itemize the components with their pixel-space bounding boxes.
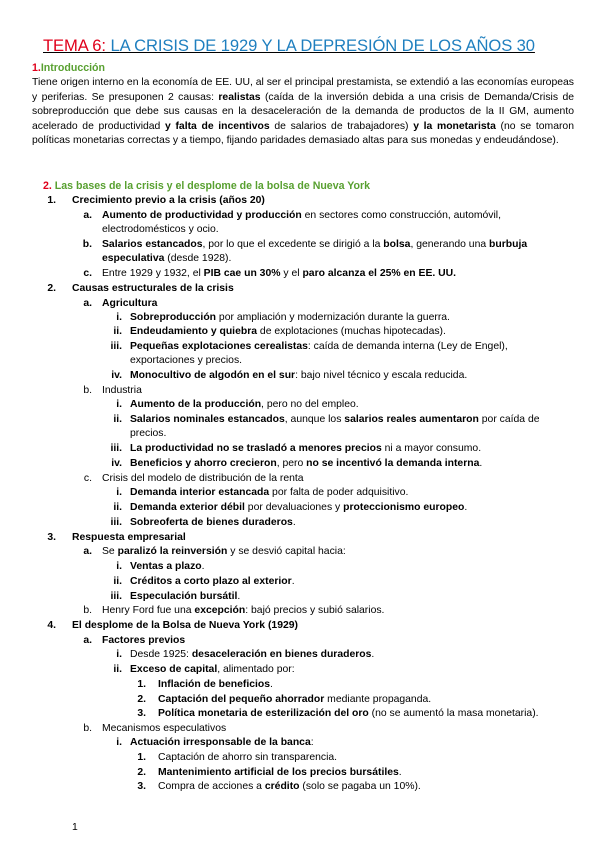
list-item-text: . (270, 679, 273, 690)
list-item-text: y se desvió capital hacia: (227, 546, 346, 557)
list-item (130, 575, 295, 589)
list-item (130, 648, 374, 662)
list-marker: i. (116, 487, 122, 498)
list-item (102, 238, 527, 252)
list-item-text: (no se aumentó la masa monetaria). (368, 708, 539, 719)
list-item-text: precios. (130, 428, 167, 439)
intro-text-1: Tiene origen interno en la economía de EE. UU, al ser el principal prestamista, se extendió a las economías europeas y periferias. Se presuponen 2 causas: (32, 77, 574, 103)
list-item-bold-text: Mantenimiento artificial de los precios bursátiles (158, 767, 399, 778)
list-marker: i. (116, 737, 122, 748)
list-item-bold-text: Pequeñas explotaciones cerealistas (130, 341, 308, 352)
list-item (130, 340, 508, 354)
list-item-bold-text: Crecimiento previo a la crisis (años 20) (72, 195, 265, 206)
list-marker: iv. (111, 458, 122, 469)
list-item (102, 634, 185, 648)
list-item-text: electrodomésticos y ocio. (102, 224, 219, 235)
list-marker: i. (116, 312, 122, 323)
list-marker: i. (116, 399, 122, 410)
list-item-bold-text: Inflación de beneficios (158, 679, 271, 690)
list-marker: 3. (137, 781, 146, 792)
list-marker: 1. (137, 679, 146, 690)
list-item-text: Captación de ahorro sin transparencia. (158, 752, 338, 763)
list-item-bold-text: excepción (194, 605, 246, 616)
list-marker: 2. (137, 694, 146, 705)
list-item-bold-text: PIB cae un 30% (203, 268, 281, 279)
list-item-text: Henry Ford fue una (102, 605, 195, 616)
list-item-bold-text: Agricultura (102, 298, 158, 309)
intro-number: 1. (32, 62, 41, 74)
list-marker: a. (83, 635, 92, 646)
list-item (130, 736, 314, 750)
intro-text-2: (caída de la inversión debida a una crisis de Demanda/Crisis de sobreproducción que debe sus causas en la desaceleración de la demanda de productos de la II GM, aumento acelerado de productividad (32, 91, 574, 132)
intro-text-4: (no se tomaron políticas monetarias correctas y a tiempo, fijando paridades demasiado altas para sus monedas y endeudándose). (32, 120, 574, 147)
list-item-text: Crisis del modelo de distribución de la renta (102, 473, 304, 484)
list-item (102, 604, 384, 618)
list-item (130, 325, 446, 339)
list-item-text: (desde 1928). (164, 253, 232, 264)
list-item-text: . (292, 517, 296, 528)
list-item-text: , por lo que el excedente se dirigió a la (202, 239, 384, 250)
list-item-bold-text: Aumento de productividad y producción (102, 210, 302, 221)
list-item-text: : bajo nivel técnico y escala reducida. (295, 370, 468, 381)
list-item (130, 369, 467, 383)
list-item-text: exportaciones y precios. (130, 355, 243, 366)
list-item-text: . (371, 649, 375, 660)
list-marker: iii. (110, 517, 122, 528)
list-marker: iii. (110, 591, 122, 602)
list-item (72, 619, 298, 633)
list-item-bold-text: Especulación bursátil (130, 591, 238, 602)
list-item-bold-text: Actuación irresponsable de la banca (130, 737, 311, 748)
list-item (102, 267, 456, 281)
title-text: LA CRISIS DE 1929 Y LA DEPRESIÓN DE LOS AÑOS 30 (110, 36, 535, 55)
list-item-text: , alimentado por: (217, 664, 295, 675)
list-item-bold-text: Política monetaria de esterilización del oro (158, 708, 369, 719)
list-item (130, 413, 540, 427)
list-marker: 3. (47, 532, 56, 543)
list-item-text: por devaluaciones y (244, 502, 344, 513)
list-item-bold-text: especulativa (102, 253, 165, 264)
list-item-bold-text: crédito (264, 781, 300, 792)
intro-bold-3: y la monetarista (413, 120, 496, 132)
list-item-text: . (398, 767, 402, 778)
list-item (158, 780, 421, 794)
list-item (158, 707, 539, 721)
list-item (102, 209, 501, 223)
list-item-text: mediante propaganda. (324, 694, 432, 705)
list-item-bold-text: no se incentivó la demanda interna (306, 458, 480, 469)
list-item (130, 663, 295, 677)
list-item-bold-text: Causas estructurales de la crisis (72, 283, 234, 294)
list-item-text: por falta de poder adquisitivo. (269, 487, 409, 498)
list-marker: 1. (137, 752, 146, 763)
list-item-text: de explotaciones (muchas hipotecadas). (257, 326, 446, 337)
list-item (158, 751, 337, 765)
intro-heading (32, 62, 105, 74)
list-item (72, 194, 265, 208)
list-item-text: . (237, 591, 241, 602)
list-item-bold-text: Demanda interior estancada (130, 487, 270, 498)
list-item (102, 223, 219, 237)
list-marker: b. (83, 605, 92, 616)
list-item-bold-text: salarios reales aumentaron (344, 414, 479, 425)
list-item (130, 427, 166, 441)
list-item-text: (solo se pagaba un 10%). (299, 781, 421, 792)
list-item-bold-text: desaceleración en bienes duraderos (191, 649, 372, 660)
list-item-bold-text: Créditos a corto plazo al exterior (130, 576, 292, 587)
list-marker: iv. (111, 370, 122, 381)
list-item-bold-text: Aumento de la producción (130, 399, 262, 410)
list-item (158, 766, 402, 780)
list-item-text: Entre 1929 y 1932, el (102, 268, 204, 279)
list-marker: ii. (113, 502, 122, 513)
list-item (102, 545, 346, 559)
list-item-text: Mecanismos especulativos (102, 723, 227, 734)
list-marker: 2. (47, 283, 56, 294)
list-item (130, 442, 481, 456)
list-item-text: . (201, 561, 205, 572)
list-marker: 4. (47, 620, 56, 631)
list-marker: b. (82, 239, 92, 250)
list-item-text: . (479, 458, 483, 469)
list-item (130, 516, 296, 530)
list-item-text: , aunque los (284, 414, 345, 425)
list-item-text: Se (102, 546, 118, 557)
list-item-bold-text: La productividad no se trasladó a menores precios (130, 443, 382, 454)
list-item (102, 722, 226, 736)
list-marker: i. (116, 649, 122, 660)
list-item-bold-text: proteccionismo europeo (343, 502, 465, 513)
list-item (102, 384, 142, 398)
intro-heading-label: Introducción (40, 62, 105, 74)
list-item-text: , pero (276, 458, 307, 469)
list-marker: b. (83, 385, 92, 396)
section-2-title: Las bases de la crisis y el desplome de la bolsa de Nueva York (51, 180, 371, 192)
list-item-bold-text: El desplome de la Bolsa de Nueva York (1929) (72, 620, 298, 631)
section-2-number: 2. (43, 180, 52, 192)
list-marker: iii. (110, 341, 122, 352)
list-marker: a. (83, 298, 92, 309)
page-number: 1 (72, 822, 78, 833)
list-item-text: por caída de (478, 414, 540, 425)
list-marker: i. (116, 561, 122, 572)
list-marker: iii. (110, 443, 122, 454)
list-item (72, 531, 186, 545)
list-marker: a. (83, 210, 92, 221)
list-item-bold-text: Sobreproducción (130, 312, 217, 323)
list-item-bold-text: Sobreoferta de bienes duraderos (130, 517, 293, 528)
list-marker: ii. (113, 414, 122, 425)
page-title (43, 36, 583, 56)
list-item-bold-text: Demanda exterior débil (130, 502, 245, 513)
list-item-text: por ampliación y modernización durante la guerra. (216, 312, 450, 323)
intro-text-3: de salarios de trabajadores) (269, 120, 414, 132)
list-item-bold-text: paro alcanza el 25% en EE. UU. (302, 268, 457, 279)
list-item-bold-text: Respuesta empresarial (72, 532, 186, 543)
list-marker: ii. (113, 664, 122, 675)
list-marker: c. (83, 473, 92, 484)
list-item-text: y el (280, 268, 303, 279)
list-item-text: Desde 1925: (130, 649, 192, 660)
list-item-bold-text: bolsa (383, 239, 411, 250)
list-item-text: Industria (102, 385, 142, 396)
intro-paragraph (32, 76, 574, 149)
list-item-bold-text: Endeudamiento y quiebra (130, 326, 258, 337)
list-item (130, 354, 242, 368)
title-colon: : (101, 36, 111, 55)
list-item-text: ni a mayor consumo. (381, 443, 482, 454)
list-item-text: . (291, 576, 295, 587)
list-marker: 3. (137, 708, 146, 719)
list-item-text: , generando una (410, 239, 490, 250)
list-marker: a. (83, 546, 92, 557)
list-item (130, 457, 482, 471)
list-item-text: Compra de acciones a (158, 781, 265, 792)
list-item-bold-text: Exceso de capital (130, 664, 218, 675)
list-marker: 1. (47, 195, 56, 206)
list-item (130, 501, 467, 515)
list-item-bold-text: Salarios nominales estancados (130, 414, 285, 425)
list-marker: b. (83, 723, 92, 734)
list-item-bold-text: Factores previos (102, 635, 186, 646)
list-item-bold-text: Beneficios y ahorro crecieron (130, 458, 277, 469)
list-item-text: : caída de demanda interna (Ley de Engel), (307, 341, 508, 352)
list-marker: 2. (137, 767, 146, 778)
list-item (130, 590, 240, 604)
section-2-heading (43, 180, 370, 192)
list-item-bold-text: burbuja (489, 239, 528, 250)
list-item-bold-text: Salarios estancados (102, 239, 203, 250)
list-item (102, 472, 304, 486)
list-item (158, 693, 431, 707)
list-marker: c. (83, 268, 92, 279)
list-item-bold-text: Captación del pequeño ahorrador (158, 694, 325, 705)
title-prefix: TEMA 6 (43, 36, 102, 55)
list-item-bold-text: Monocultivo de algodón en el sur (130, 370, 296, 381)
list-item (102, 297, 157, 311)
list-item (102, 252, 231, 266)
list-item-text: : bajó precios y subió salarios. (245, 605, 385, 616)
list-item-text: , pero no del empleo. (261, 399, 359, 410)
list-item-text: : (310, 737, 314, 748)
list-item (130, 486, 408, 500)
list-marker: ii. (113, 326, 122, 337)
list-item-text: . (464, 502, 468, 513)
list-item (72, 282, 234, 296)
list-item-text: en sectores como construcción, automóvil, (301, 210, 501, 221)
list-item (130, 560, 205, 574)
list-marker: ii. (113, 576, 122, 587)
list-item (130, 398, 359, 412)
list-item-bold-text: Ventas a plazo (130, 561, 202, 572)
list-item (158, 678, 273, 692)
list-item-bold-text: paralizó la reinversión (117, 546, 228, 557)
intro-bold-1: realistas (218, 91, 261, 103)
intro-bold-2: y falta de incentivos (165, 120, 270, 132)
list-item (130, 311, 450, 325)
